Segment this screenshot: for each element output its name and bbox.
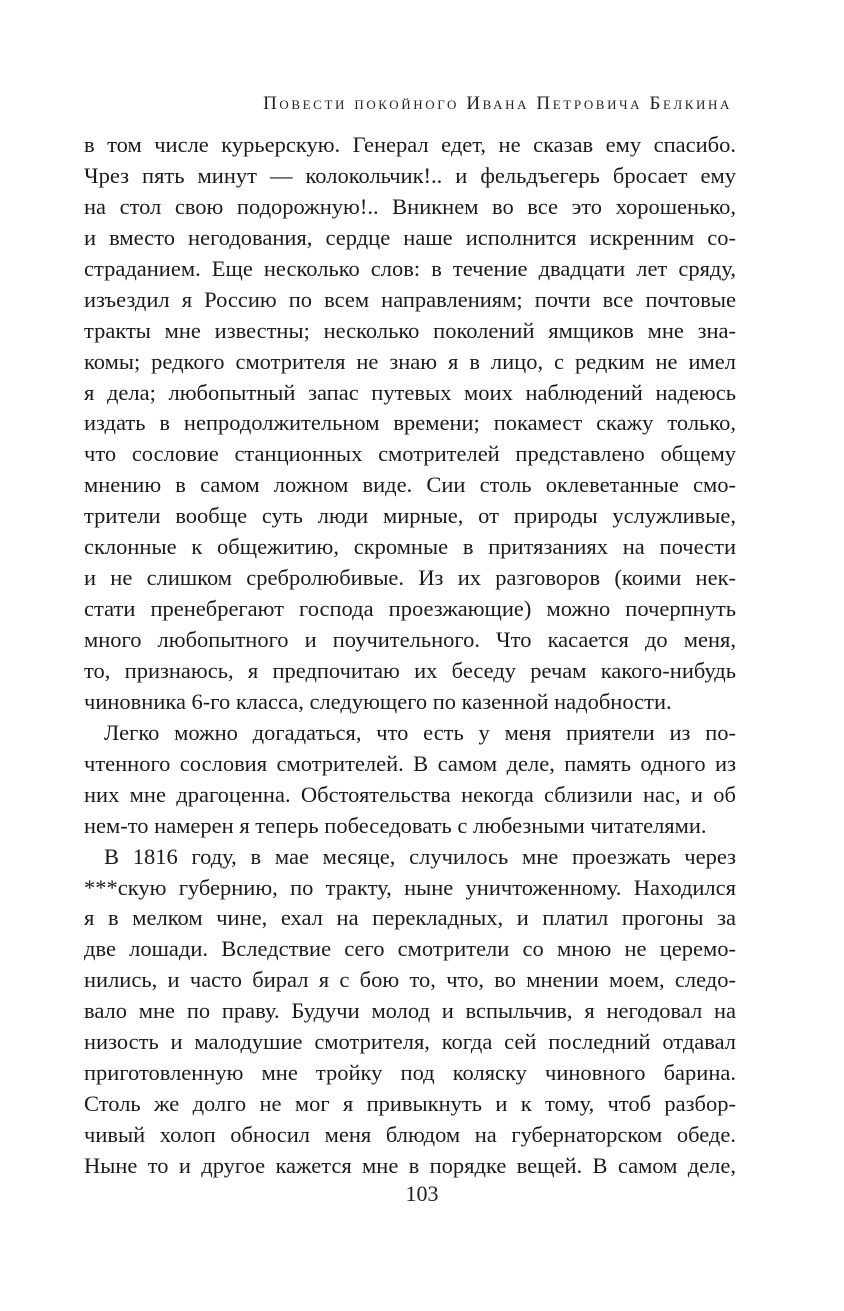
text-line: них мне драгоценна. Обстоятельства некогда сблизили нас, и об bbox=[84, 781, 736, 807]
text-line: склонные к общежитию, скромные в притязаниях на почести bbox=[84, 534, 736, 560]
running-head: Повести покойного Ивана Петровича Белкина bbox=[263, 93, 732, 114]
text-line: мнению в самом ложном виде. Сии столь оклеветанные смо- bbox=[84, 472, 736, 498]
text-line: страданием. Еще несколько слов: в течение двадцати лет сряду, bbox=[84, 255, 736, 281]
body-text bbox=[84, 130, 736, 1182]
text-line: ***скую губернию, по тракту, ныне уничтоженному. Находился bbox=[84, 874, 736, 900]
text-line: приготовленную мне тройку под коляску чиновного барина. bbox=[84, 1060, 736, 1086]
text-line: стати пренебрегают господа проезжающие) можно почерпнуть bbox=[84, 596, 736, 622]
text-line: много любопытного и поучительного. Что касается до меня, bbox=[84, 627, 736, 652]
text-line: Легко можно догадаться, что есть у меня приятели из по- bbox=[104, 719, 736, 745]
text-line: то, признаюсь, я предпочитаю их беседу речам какого-нибудь bbox=[84, 657, 736, 683]
text-line: две лошади. Вследствие сего смотрители со мною не церемо- bbox=[84, 936, 736, 962]
text-line: чиновника 6-го класса, следующего по казенной надобности. bbox=[84, 688, 672, 714]
page-number: 103 bbox=[405, 1181, 439, 1206]
text-line: на стол свою подорожную!.. Вникнем во все это хорошенько, bbox=[84, 193, 736, 219]
text-line: трители вообще суть люди мирные, от природы услужливые, bbox=[84, 503, 736, 529]
text-line: тракты мне известны; несколько поколений ямщиков мне зна- bbox=[84, 317, 736, 343]
text-line: и вместо негодования, сердце наше исполнится искренним со- bbox=[84, 224, 736, 250]
text-line: я в мелком чине, ехал на перекладных, и платил прогоны за bbox=[84, 905, 736, 931]
text-line: и не слишком сребролюбивые. Из их разговоров (коими нек- bbox=[84, 565, 736, 591]
text-line: Столь же долго не мог я привыкнуть и к тому, чтоб разбор- bbox=[84, 1091, 736, 1117]
text-line: нились, и часто бирал я с бою то, что, во мнении моем, следо- bbox=[84, 967, 736, 993]
text-line: я дела; любопытный запас путевых моих наблюдений надеюсь bbox=[84, 379, 736, 405]
text-line: в том числе курьерскую. Генерал едет, не сказав ему спасибо. bbox=[84, 132, 736, 157]
text-line: вало мне по праву. Будучи молод и вспыльчив, я негодовал на bbox=[84, 998, 736, 1024]
text-line: Чрез пять минут — колокольчик!.. и фельдъегерь бросает ему bbox=[84, 162, 736, 188]
text-line: изъездил я Россию по всем направлениям; почти все почтовые bbox=[84, 286, 736, 312]
text-line: что сословие станционных смотрителей представлено общему bbox=[84, 441, 736, 467]
text-line: низость и малодушие смотрителя, когда сей последний отдавал bbox=[84, 1029, 736, 1055]
text-line: нем-то намерен я теперь побеседовать с любезными читателями. bbox=[84, 812, 707, 838]
text-line: чтенного сословия смотрителей. В самом деле, память одного из bbox=[84, 750, 736, 776]
text-line: издать в непродолжительном времени; покамест скажу только, bbox=[84, 410, 736, 436]
text-line: В 1816 году, в мае месяце, случилось мне проезжать через bbox=[104, 843, 736, 869]
text-line: Ныне то и другое кажется мне в порядке вещей. В самом деле, bbox=[84, 1152, 736, 1178]
text-line: чивый холоп обносил меня блюдом на губернаторском обеде. bbox=[84, 1122, 736, 1147]
text-line: комы; редкого смотрителя не знаю я в лицо, с редким не имел bbox=[84, 348, 736, 374]
